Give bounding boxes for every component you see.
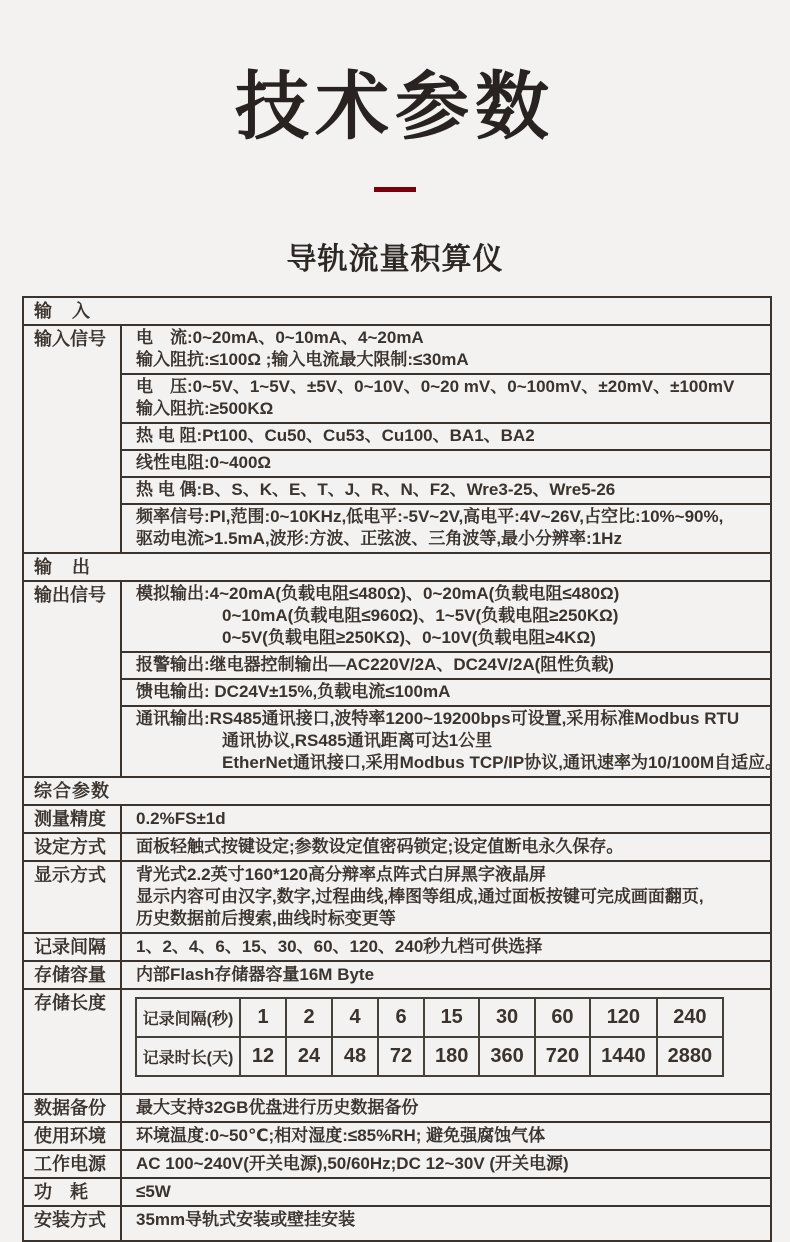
spec-subrow <box>122 1123 770 1149</box>
spec-subrow <box>122 806 770 832</box>
storage-value-cell: 6 <box>378 998 424 1037</box>
storage-value-cell: 72 <box>378 1037 424 1076</box>
storage-table <box>135 997 724 1077</box>
row-label: 数据备份 <box>24 1095 122 1121</box>
spec-row-display-method <box>24 860 770 932</box>
spec-line: 线性电阻:0~400Ω <box>136 453 272 473</box>
spec-subrow <box>122 422 770 449</box>
row-label: 设定方式 <box>24 834 122 860</box>
spec-line: 35mm导轨式安装或壁挂安装 <box>136 1210 356 1230</box>
spec-line: 0.2%FS±1d <box>136 809 226 829</box>
spec-line: 最大支持32GB优盘进行历史数据备份 <box>136 1098 419 1118</box>
spec-row-storage-capacity <box>24 960 770 988</box>
spec-row-record-interval <box>24 932 770 960</box>
spec-line: 热 电 偶:B、S、K、E、T、J、R、N、F2、Wre3-25、Wre5-26 <box>136 480 616 500</box>
title-divider <box>374 187 416 192</box>
spec-line: ≤5W <box>136 1182 171 1202</box>
spec-row-power-consumption <box>24 1177 770 1205</box>
spec-subrow <box>122 476 770 503</box>
row-label: 输出信号 <box>24 582 122 776</box>
row-label: 工作电源 <box>24 1151 122 1177</box>
row-label: 显示方式 <box>24 862 122 932</box>
row-content <box>122 326 770 552</box>
spec-line: 通讯输出:RS485通讯接口,波特率1200~19200bps可设置,采用标准Modbus RTU <box>136 709 740 729</box>
spec-row-input-signal <box>24 324 770 552</box>
storage-value-cell: 4 <box>332 998 378 1037</box>
row-label: 记录间隔 <box>24 934 122 960</box>
row-label: 存储容量 <box>24 962 122 988</box>
storage-value-cell: 12 <box>240 1037 286 1076</box>
spec-line: 驱动电流>1.5mA,波形:方波、正弦波、三角波等,最小分辨率:1Hz <box>136 529 622 549</box>
spec-line: 电 压:0~5V、1~5V、±5V、0~10V、0~20 mV、0~100mV、±20mV、±100mV <box>136 377 735 397</box>
spec-row-installation <box>24 1205 770 1240</box>
row-content <box>122 1123 770 1149</box>
spec-line: 输入阻抗:≥500KΩ <box>136 399 274 419</box>
spec-subrow <box>122 834 770 860</box>
section-label: 输 入 <box>34 301 91 322</box>
spec-subrow <box>122 934 770 960</box>
spec-line: 模拟输出:4~20mA(负载电阻≤480Ω)、0~20mA(负载电阻≤480Ω) <box>136 584 620 604</box>
storage-table-wrap <box>122 990 770 1093</box>
section-label: 输 出 <box>34 557 91 578</box>
storage-value-cell: 720 <box>535 1037 590 1076</box>
spec-row-data-backup <box>24 1093 770 1121</box>
storage-value-cell: 30 <box>479 998 534 1037</box>
row-content <box>122 934 770 960</box>
spec-subrow <box>122 862 770 932</box>
storage-value-cell: 15 <box>424 998 479 1037</box>
spec-line: 显示内容可由汉字,数字,过程曲线,棒图等组成,通过面板按键可完成画面翻页, <box>136 887 704 907</box>
spec-line: 馈电输出: DC24V±15%,负载电流≤100mA <box>136 682 451 702</box>
spec-line: 输入阻抗:≤100Ω ;输入电流最大限制:≤30mA <box>136 350 469 370</box>
storage-table-row <box>136 998 723 1037</box>
spec-line: 频率信号:PI,范围:0~10KHz,低电平:-5V~2V,高电平:4V~26V,占空比:10%~90%, <box>136 507 724 527</box>
spec-line: 背光式2.2英寸160*120高分辩率点阵式白屏黑字液晶屏 <box>136 865 546 885</box>
row-content <box>122 806 770 832</box>
spec-row-output-signal <box>24 580 783 776</box>
spec-line: 0~5V(负载电阻≥250KΩ)、0~10V(负载电阻≥4KΩ) <box>222 628 596 648</box>
storage-value-cell: 360 <box>479 1037 534 1076</box>
spec-table <box>22 296 783 1242</box>
storage-table-row <box>136 1037 723 1076</box>
spec-line: AC 100~240V(开关电源),50/60Hz;DC 12~30V (开关电源) <box>136 1154 569 1174</box>
storage-header-cell: 记录时长(天) <box>136 1037 240 1076</box>
spec-subrow <box>122 1095 770 1121</box>
spec-subrow <box>122 582 770 651</box>
row-label: 存储长度 <box>24 990 122 1093</box>
spec-row-storage-length <box>24 988 770 1093</box>
storage-value-cell: 2880 <box>657 1037 724 1076</box>
storage-value-cell: 48 <box>332 1037 378 1076</box>
section-label: 综合参数 <box>34 781 110 802</box>
spec-line: 内部Flash存储器容量16M Byte <box>136 965 375 985</box>
row-content <box>122 582 783 776</box>
spec-line: 面板轻触式按键设定;参数设定值密码锁定;设定值断电永久保存。 <box>136 837 624 857</box>
storage-value-cell: 240 <box>657 998 724 1037</box>
spec-row-setting-method <box>24 832 770 860</box>
storage-value-cell: 1440 <box>590 1037 657 1076</box>
storage-value-cell: 2 <box>286 998 332 1037</box>
row-content <box>122 1179 770 1205</box>
row-content <box>122 962 770 988</box>
row-label: 安装方式 <box>24 1207 122 1240</box>
storage-value-cell: 180 <box>424 1037 479 1076</box>
spec-row-input-section <box>24 298 770 324</box>
spec-row-output-section <box>24 552 770 580</box>
spec-subrow <box>122 1179 770 1205</box>
storage-value-cell: 24 <box>286 1037 332 1076</box>
spec-line: EtherNet通讯接口,采用Modbus TCP/IP协议,通讯速率为10/100M自适应。 <box>222 753 783 773</box>
spec-subrow <box>122 503 770 552</box>
row-label: 使用环境 <box>24 1123 122 1149</box>
spec-line: 环境温度:0~50℃;相对湿度:≤85%RH; 避免强腐蚀气体 <box>136 1126 546 1146</box>
spec-subrow <box>122 326 770 373</box>
spec-subrow <box>122 449 770 476</box>
spec-subrow <box>122 1151 770 1177</box>
spec-subrow <box>122 705 783 776</box>
spec-line: 历史数据前后搜索,曲线时标变更等 <box>136 909 396 929</box>
spec-line: 1、2、4、6、15、30、60、120、240秒九档可供选择 <box>136 937 543 957</box>
spec-line: 通讯协议,RS485通讯距离可达1公里 <box>222 731 493 751</box>
row-label: 功 耗 <box>24 1179 122 1205</box>
row-content <box>122 862 770 932</box>
spec-line: 0~10mA(负载电阻≤960Ω)、1~5V(负载电阻≥250KΩ) <box>222 606 619 626</box>
storage-header-cell: 记录间隔(秒) <box>136 998 240 1037</box>
row-content <box>122 1207 770 1240</box>
spec-line: 报警输出:继电器控制输出—AC220V/2A、DC24V/2A(阻性负载) <box>136 655 614 675</box>
page-header <box>0 0 790 278</box>
spec-subrow <box>122 373 770 422</box>
row-content <box>122 834 770 860</box>
spec-row-accuracy <box>24 804 770 832</box>
row-content <box>122 1095 770 1121</box>
row-content <box>122 1151 770 1177</box>
page-subtitle: 导轨流量积算仪 <box>286 243 504 277</box>
spec-line: 热 电 阻:Pt100、Cu50、Cu53、Cu100、BA1、BA2 <box>136 426 535 446</box>
spec-subrow <box>122 1207 770 1240</box>
storage-value-cell: 120 <box>590 998 657 1037</box>
storage-value-cell: 60 <box>535 998 590 1037</box>
row-label: 测量精度 <box>24 806 122 832</box>
row-label: 输入信号 <box>24 326 122 552</box>
spec-subrow <box>122 678 770 705</box>
row-content <box>122 990 770 1093</box>
spec-row-power-supply <box>24 1149 770 1177</box>
page-title: 技术参数 <box>235 65 555 148</box>
spec-row-environment <box>24 1121 770 1149</box>
spec-subrow <box>122 651 770 678</box>
spec-line: 电 流:0~20mA、0~10mA、4~20mA <box>136 328 424 348</box>
spec-subrow <box>122 962 770 988</box>
storage-value-cell: 1 <box>240 998 286 1037</box>
spec-row-general-section <box>24 776 770 804</box>
